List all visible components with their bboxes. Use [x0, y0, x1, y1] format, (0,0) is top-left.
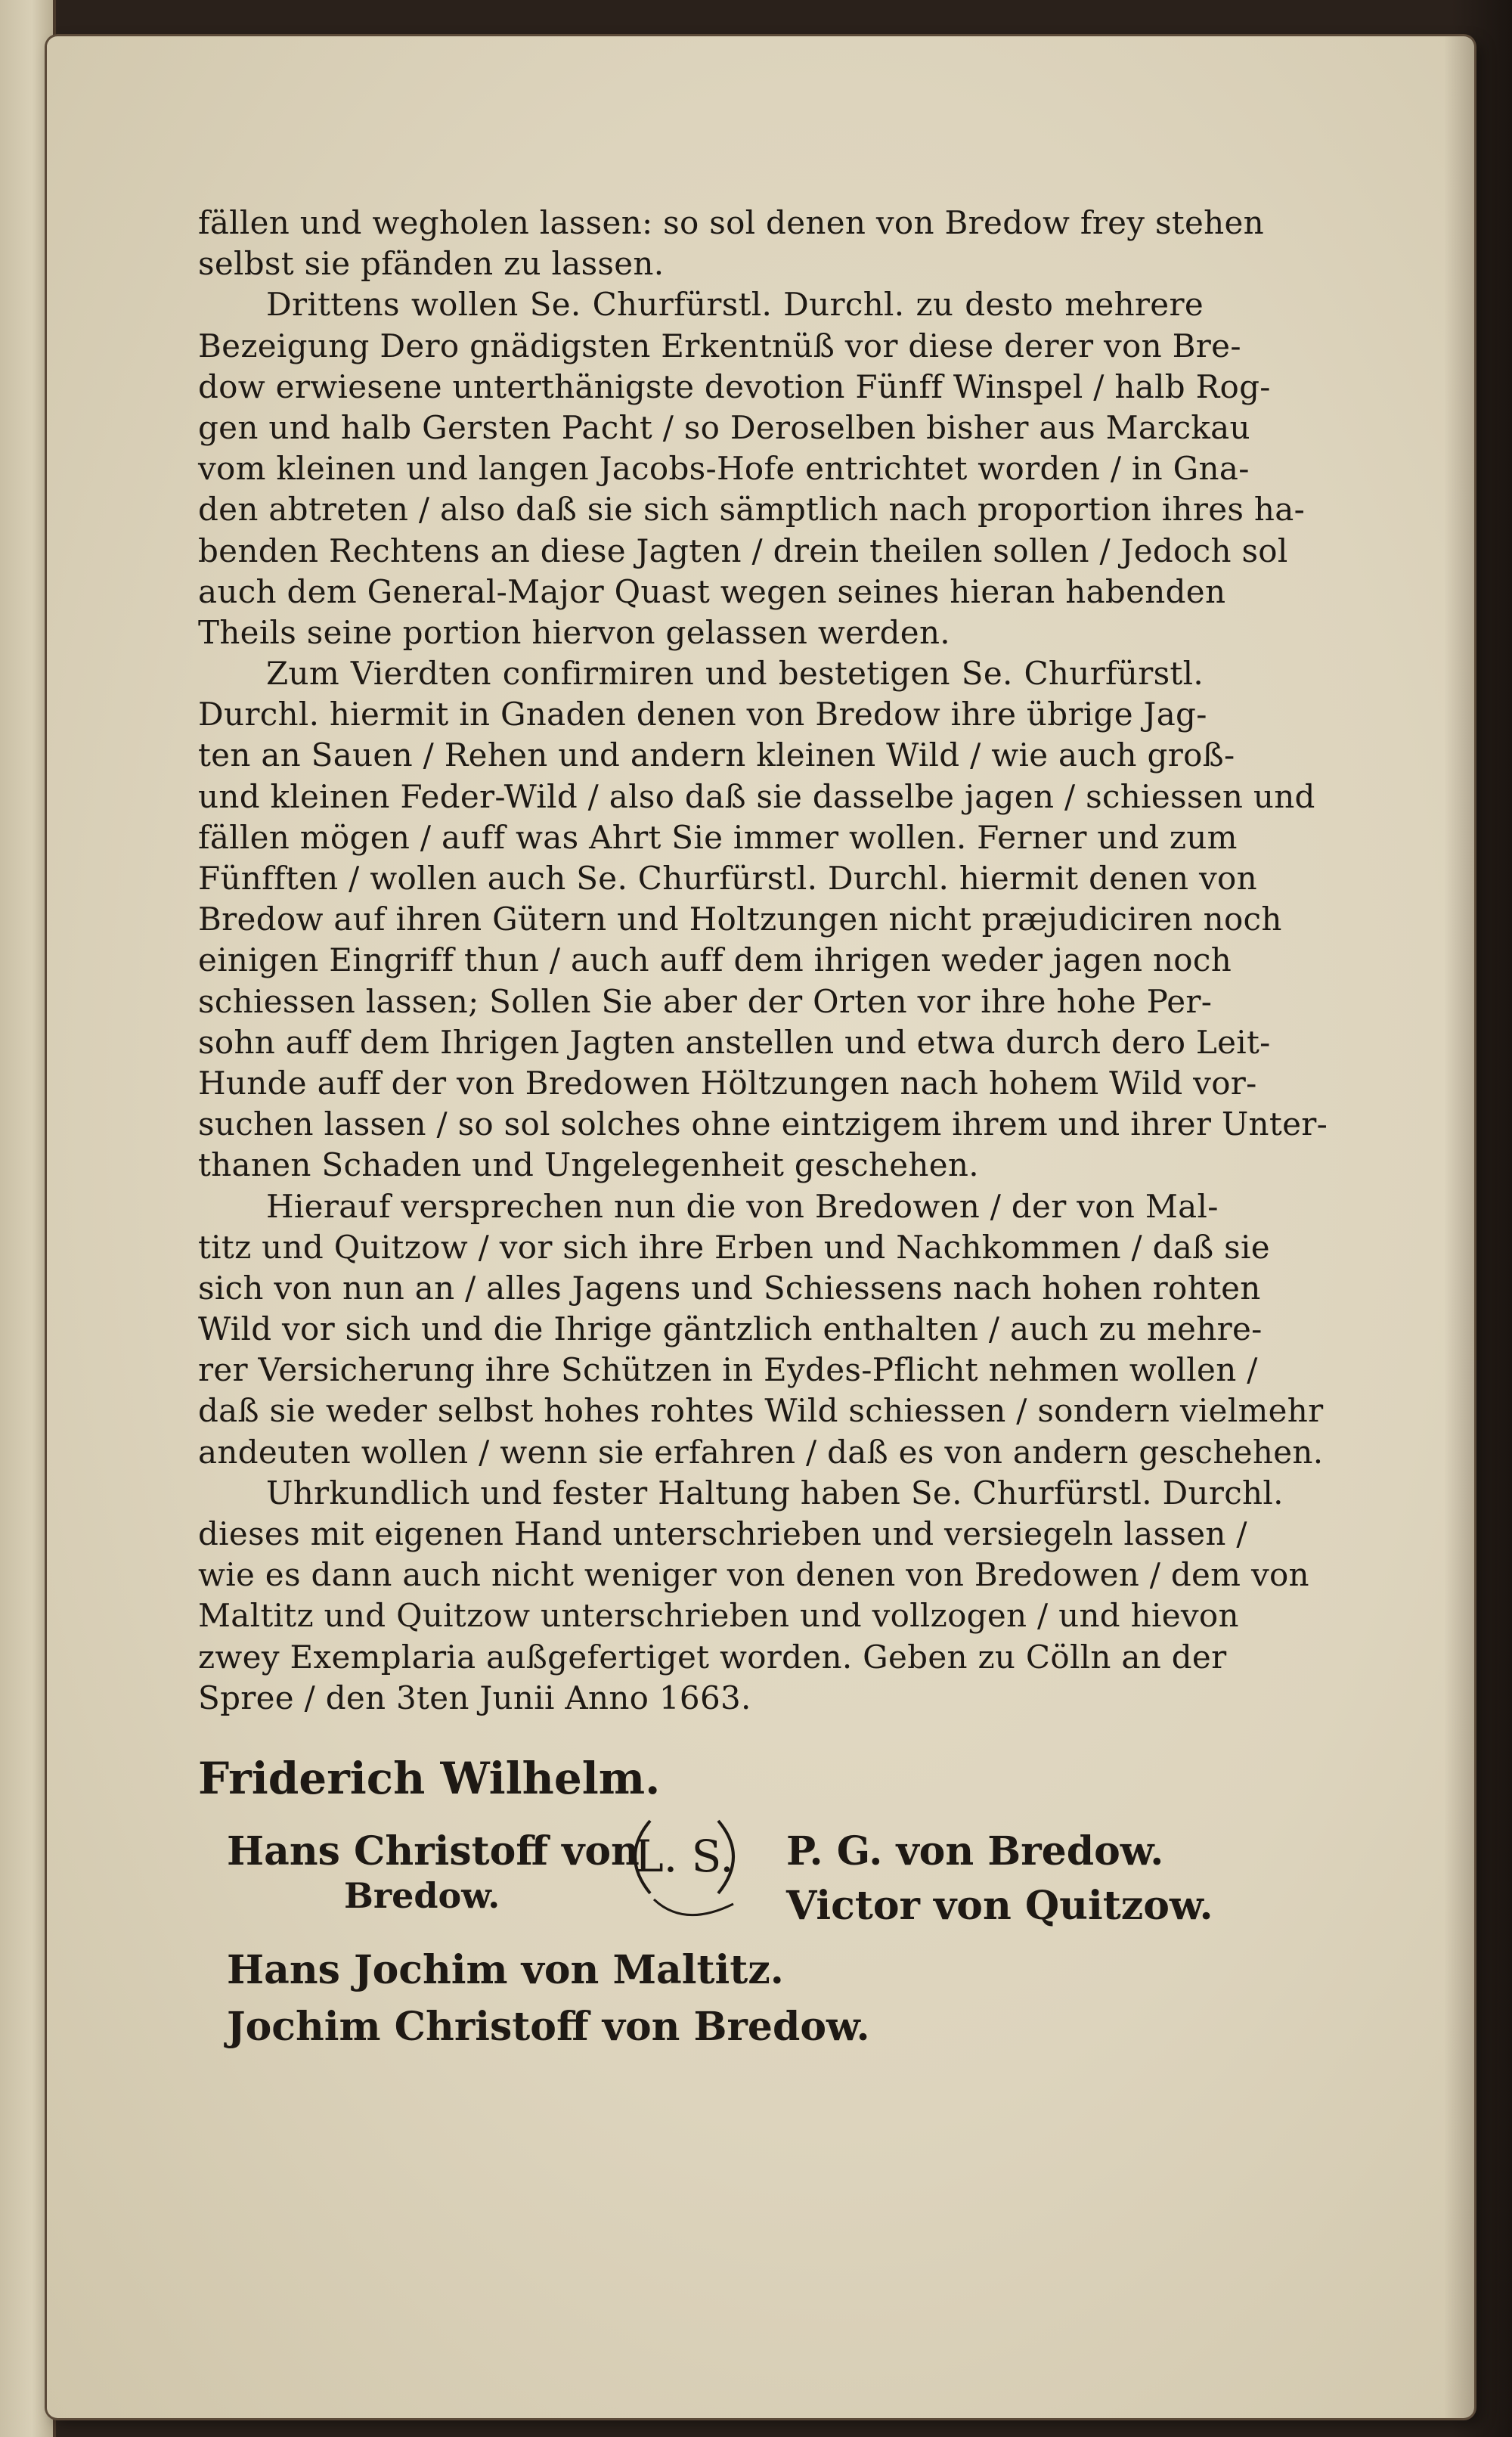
text-line: thanen Schaden und Ungelegenheit geschehen. [198, 1146, 979, 1184]
text-line: fällen und wegholen lassen: so sol denen von Bredow frey stehen [198, 204, 1264, 241]
document-body [198, 203, 1328, 1719]
text-line: andeuten wollen / wenn sie erfahren / daß es von andern geschehen. [198, 1433, 1324, 1471]
text-line: fällen mögen / auff was Ahrt Sie immer wollen. Ferner und zum [198, 818, 1238, 856]
text-line: sohn auff dem Ihrigen Jagten anstellen und etwa durch dero Leit- [198, 1023, 1271, 1061]
text-line: dieses mit eigenen Hand unterschrieben und versiegeln lassen / [198, 1515, 1247, 1552]
ruler-signature: Friderich Wilhelm. [198, 1753, 661, 1804]
signatory-p-g-von-bredow: P. G. von Bredow. [786, 1828, 1164, 1874]
text-line: Zum Vierdten confirmiren und bestetigen Se. Churfürstl. [266, 655, 1204, 693]
text-line: auch dem General-Major Quast wegen seines hieran habenden [198, 572, 1226, 610]
text-line: Fünfften / wollen auch Se. Churfürstl. Durchl. hiermit denen von [198, 860, 1257, 897]
signatory-hans-christoff-line2: Bredow. [344, 1875, 500, 1916]
text-line: ten an Sauen / Rehen und andern kleinen Wild / wie auch groß- [198, 736, 1235, 774]
text-line: dow erwiesene unterthänigste devotion Fünff Winspel / halb Rog- [198, 367, 1271, 405]
text-line: benden Rechtens an diese Jagten / drein theilen sollen / Jedoch sol [198, 532, 1288, 569]
text-line: den abtreten / also daß sie sich sämptlich nach proportion ihres ha- [198, 491, 1306, 529]
text-line: wie es dann auch nicht weniger von denen von Bredowen / dem von [198, 1556, 1309, 1594]
text-line: zwey Exemplaria außgefertiget worden. Geben zu Cölln an der [198, 1638, 1227, 1676]
text-line: Durchl. hiermit in Gnaden denen von Bredow ihre übrige Jag- [198, 696, 1207, 733]
text-line: Drittens wollen Se. Churfürstl. Durchl. zu desto mehrere [266, 286, 1204, 324]
signatory-hans-christoff-line1: Hans Christoff von [227, 1828, 640, 1874]
seal-mark [620, 1815, 748, 1928]
signatory-jochim-christoff-von-bredow: Jochim Christoff von Bredow. [227, 2004, 870, 2050]
seal-label: L. S. [634, 1831, 734, 1882]
text-line: suchen lassen / so sol solches ohne eintzigem ihrem und ihrer Unter- [198, 1105, 1328, 1143]
text-line: einigen Eingriff thun / auch auff dem ihrigen weder jagen noch [198, 941, 1232, 979]
text-line: Uhrkundlich und fester Haltung haben Se. Churfürstl. Durchl. [266, 1474, 1284, 1511]
text-line: Theils seine portion hiervon gelassen werden. [198, 613, 950, 651]
text-line: Bredow auf ihren Gütern und Holtzungen nicht præjudiciren noch [198, 901, 1282, 938]
text-line: rer Versicherung ihre Schützen in Eydes-Pflicht nehmen wollen / [198, 1351, 1258, 1389]
text-line: Hierauf versprechen nun die von Bredowen / der von Mal- [266, 1187, 1219, 1225]
text-line: und kleinen Feder-Wild / also daß sie dasselbe jagen / schiessen und [198, 777, 1315, 815]
text-line: daß sie weder selbst hohes rohtes Wild schiessen / sondern vielmehr [198, 1392, 1324, 1430]
text-line: gen und halb Gersten Pacht / so Deroselben bisher aus Marckau [198, 408, 1250, 446]
text-line: Spree / den 3ten Junii Anno 1663. [198, 1679, 751, 1716]
page-edge-shadow [1444, 36, 1474, 2418]
signatory-hans-jochim-von-maltitz: Hans Jochim von Maltitz. [227, 1947, 784, 1993]
text-line: Wild vor sich und die Ihrige gäntzlich enthalten / auch zu mehre- [198, 1310, 1263, 1348]
text-line: Hunde auff der von Bredowen Höltzungen nach hohem Wild vor- [198, 1064, 1257, 1102]
text-line: vom kleinen und langen Jacobs-Hofe entrichtet worden / in Gna- [198, 450, 1250, 488]
signatory-victor-von-quitzow: Victor von Quitzow. [786, 1883, 1213, 1929]
text-line: selbst sie pfänden zu lassen. [198, 245, 665, 283]
text-line: schiessen lassen; Sollen Sie aber der Orten vor ihre hohe Per- [198, 982, 1213, 1020]
text-line: sich von nun an / alles Jagens und Schiessens nach hohen rohten [198, 1269, 1261, 1307]
text-line: titz und Quitzow / vor sich ihre Erben und Nachkommen / daß sie [198, 1228, 1270, 1266]
text-line: Bezeigung Dero gnädigsten Erkentnüß vor diese derer von Bre- [198, 327, 1241, 364]
text-line: Maltitz und Quitzow unterschrieben und vollzogen / und hievon [198, 1597, 1239, 1635]
